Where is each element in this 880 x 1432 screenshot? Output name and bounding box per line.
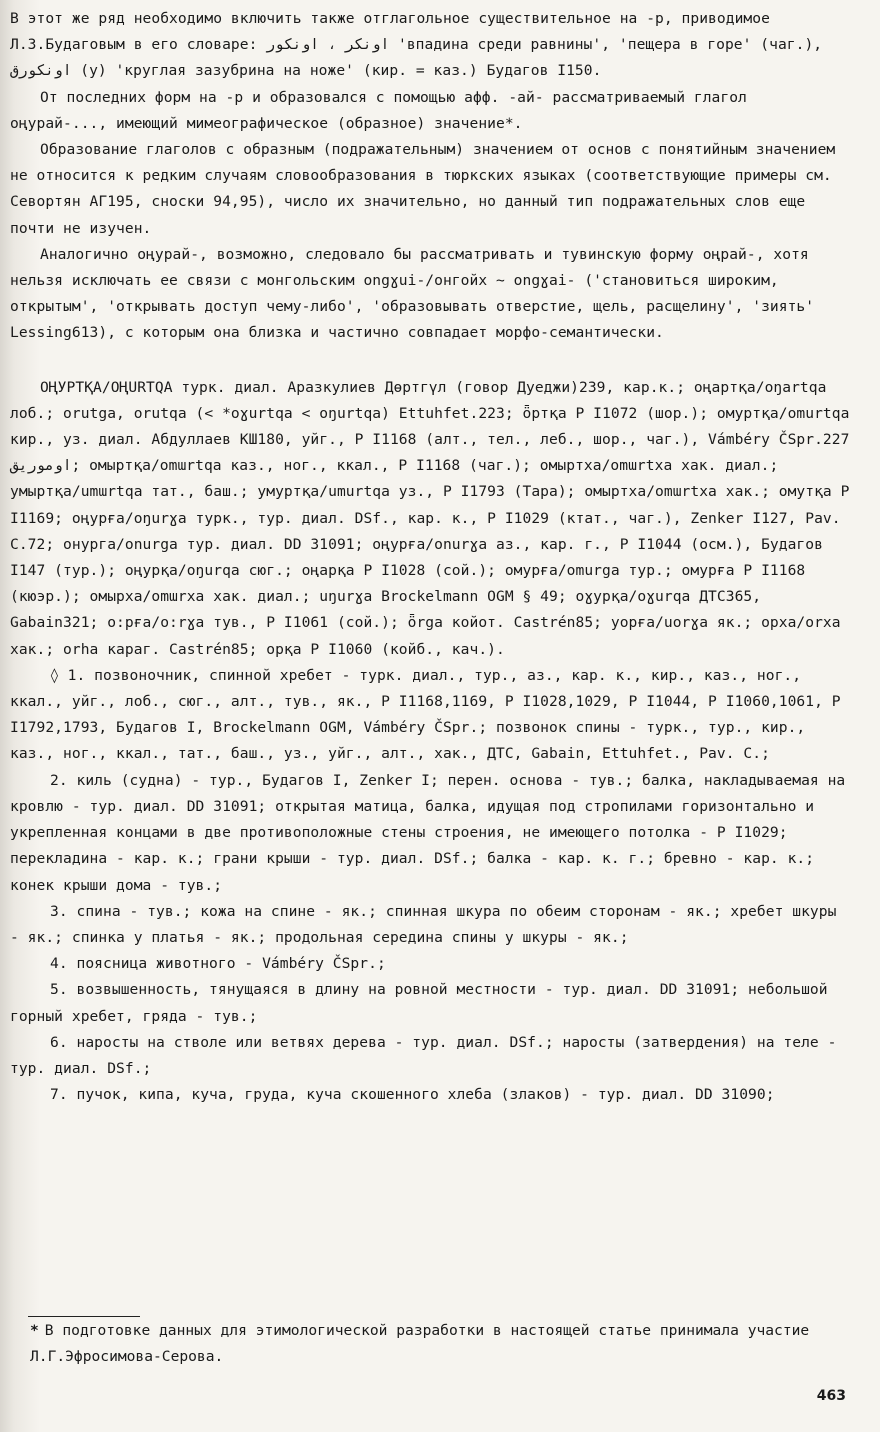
sense-6: 6. наросты на стволе или ветвях дерева - тур. диал. DSf.; наросты (затвердения) на теле - тур. диал. DSf.;	[10, 1033, 837, 1077]
page-number: 463	[816, 1388, 846, 1404]
dictionary-entry-head: ОҢУРТҚА/ОҢURTQA турк. диал. Аразкулиев Дөртгүл (говор Дуеджи)239, кар.к.; оңартқа/oŋartqa лоб.; orutga, orutqa (< *oɣurtqa < oŋurtqa) Ettuhfet.223; ȫртқа P I1072 (шор.); омуртқа/omurtqa кир., уз. диал. Абдуллаев КШ180, уйг., P I1168 (алт., тел., леб., шор., чаг.), Vámbéry ČSpr.227 اوموريق; омыртқа/omɯrtqa каз., ног., ккал., P I1168 (чаг.); омыртха/omɯrtxa хак. диал.; умыртқа/umɯrtqa тат., баш.; умуртқа/umurtqa уз., P I1793 (Тара); омыртха/omɯrtxa хак.; омутқа P I1169; оңурға/oŋurɣa турк., тур. диал. DSf., кар. к., P I1029 (ктат., чаг.), Zenker I127, Pav. C.72; онурга/onurga тур. диал. DD 31091; оңурға/onurɣa аз., кар. г., P I1044 (осм.), Будагов I147 (тур.); оңурқа/oŋurqa сюг.; оңарқа P I1028 (сой.); омурға/omurga тур.; омурға P I1168 (кюэр.); омырха/omɯrxa хак. диал.; uŋurɣa Brockelmann OGM § 49; оɣурқа/oɣurqa ДТС365, Gabain321; о:рға/o:rɣa тув., P I1061 (сой.); ȫrga койот. Castrén85; уорға/uorɣa як.; орха/orxa хак.; orha караг. Castrén85; орқа P I1060 (койб., кач.).	[10, 378, 850, 658]
sense-4: 4. поясница животного - Vámbéry ČSpr.;	[50, 955, 386, 973]
sense-5: 5. возвышенность, тянущаяся в длину на ровной местности - тур. диал. DD 31091; небольшой горный хребет, гряда - тув.;	[10, 981, 828, 1025]
sense-7: 7. пучок, кипа, куча, груда, куча скошенного хлеба (злаков) - тур. диал. DD 31090;	[50, 1086, 775, 1104]
footnote-mark: *	[30, 1322, 39, 1339]
footnote-rule	[28, 1316, 140, 1317]
intro-paragraph-4: Аналогично оңурай-, возможно, следовало бы рассматривать и тувинскую форму оңрай-, хотя нельзя исключать ее связи с монгольским ongɣui-/онгойх ~ ongɣai- ('становиться широким, открытым', 'открывать доступ чему-либо', 'образовывать отверстие, щель, расщелину', 'зиять' Lessing613), с которым она близка и частично совпадает морфо-семантически.	[10, 245, 815, 342]
sense-2: 2. киль (судна) - тур., Будагов I, Zenker I; перен. основа - тув.; балка, накладываемая на кровлю - тур. диал. DD 31091; открытая матица, балка, идущая под стропилами горизонтально и укрепленная концами в две противоположные стены строения, не имеющего потолка - P I1029; перекладина - кар. к.; грани крыши - тур. диал. DSf.; балка - кар. к. г.; бревно - кар. к.; конек крыши дома - тув.;	[10, 771, 846, 894]
footnote-text: В подготовке данных для этимологической разработки в настоящей статье принимала участие Л.Г.Эфросимова-Серова.	[30, 1322, 810, 1365]
intro-paragraph-1: В этот же ряд необходимо включить также отглагольное существительное на -р, приводимое Л.З.Будаговым в его словаре: اونكر ، اونكور 'впадина среди равнины', 'пещера в горе' (чаг.), اونكورق (у) 'круглая зазубрина на ноже' (кир. = каз.) Будагов I150.	[10, 10, 823, 80]
section-gap	[10, 347, 852, 375]
footnote	[30, 1318, 850, 1370]
intro-paragraph-3: Образование глаголов с образным (подражательным) значением от основ с понятийным значением не относится к редким случаям словообразования в тюркских языках (соответствующие примеры см. Севортян АГ195, сноски 94,95), число их значительно, но данный тип подражательных слов еще почти не изучен.	[10, 141, 836, 237]
intro-paragraph-2: От последних форм на -р и образовался с помощью афф. -ай- рассматриваемый глагол оңурай-..., имеющий мимеографическое (образное) значение*.	[10, 88, 747, 132]
sense-3: 3. спина - тув.; кожа на спине - як.; спинная шкура по обеим сторонам - як.; хребет шкуры - як.; спинка у платья - як.; продольная середина спины у шкуры - як.;	[10, 902, 837, 946]
sense-1: ◊ 1. позвоночник, спинной хребет - турк. диал., тур., аз., кар. к., кир., каз., ног., ккал., уйг., лоб., сюг., алт., тув., як., P I1168,1169, P I1028,1029, P I1044, P I1060,1061, P I1792,1793, Будагов I, Brockelmann OGM, Vámbéry ČSpr.; позвонок спины - турк., тур., кир., каз., ног., ккал., тат., баш., уз., уйг., алт., хак., ДТС, Gabain, Ettuhfet., Pav. C.;	[10, 666, 841, 763]
body-text	[10, 6, 852, 1108]
